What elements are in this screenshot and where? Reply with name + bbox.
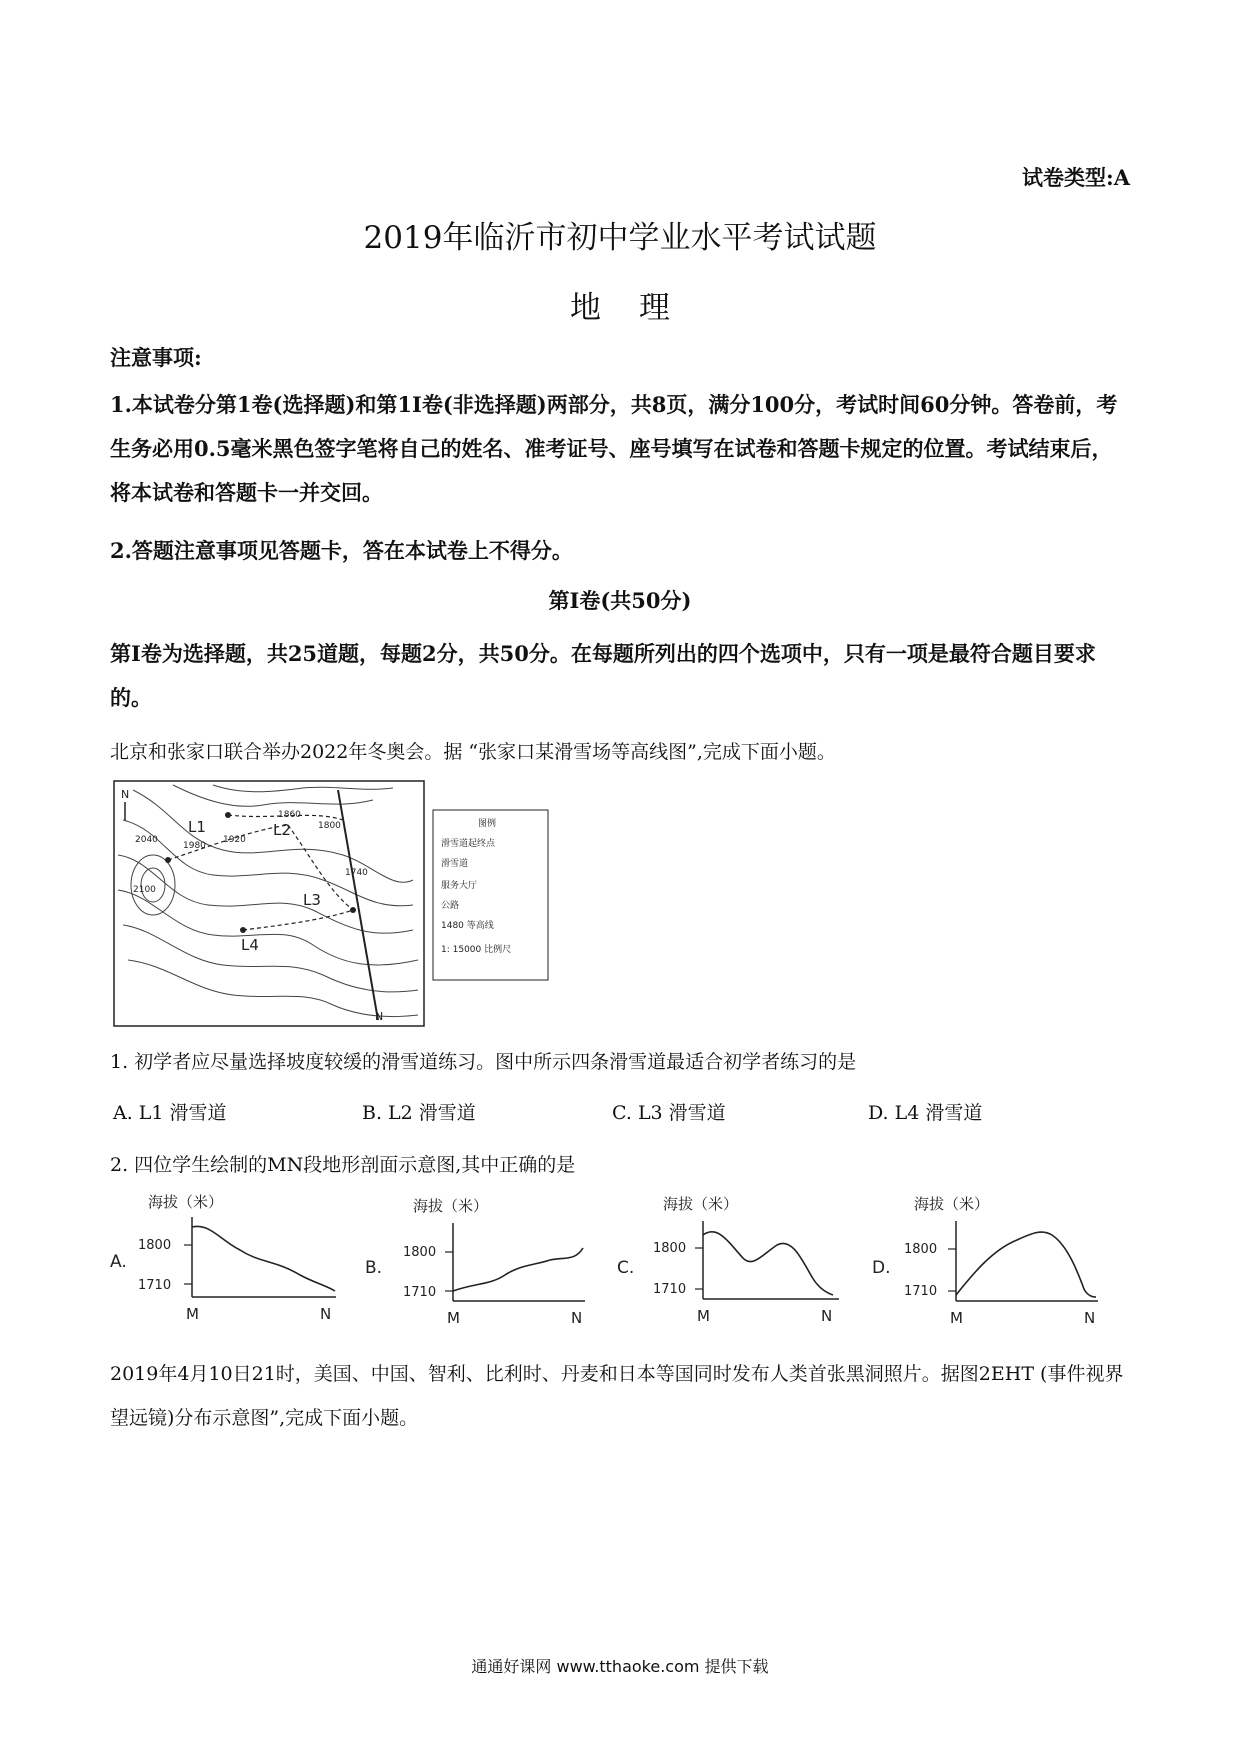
notes-heading: 注意事项:: [110, 345, 202, 370]
profile-x-start: M: [697, 1307, 710, 1325]
profile-option-c[interactable]: [617, 1185, 847, 1335]
profile-option-a[interactable]: [110, 1185, 340, 1335]
q1-option-b[interactable]: B. L2 滑雪道: [362, 1102, 476, 1124]
map-label-l1: L1: [188, 818, 206, 836]
notes-item-2: 2.答题注意事项见答题卡，答在本试卷上不得分。: [110, 538, 573, 563]
contour-label: 1980: [183, 841, 206, 851]
profile-x-start: M: [186, 1305, 199, 1323]
profile-ytick: 1710: [403, 1285, 437, 1300]
profile-axis-title: 海拔（米）: [663, 1195, 739, 1213]
legend-item: 服务大厅: [441, 881, 478, 891]
profile-x-end: N: [320, 1305, 332, 1323]
profile-ytick: 1800: [904, 1242, 938, 1257]
profile-ytick: 1710: [138, 1278, 172, 1293]
profile-option-b[interactable]: [365, 1185, 595, 1335]
map-label-l3: L3: [303, 891, 321, 909]
map-label-n-arrow: N: [121, 788, 130, 801]
footer-watermark: 通通好课网 www.tthaoke.com 提供下载: [471, 1657, 769, 1676]
legend-item: 1: 15000 比例尺: [441, 945, 512, 955]
profile-ytick: 1800: [653, 1241, 687, 1256]
contour-map: [113, 780, 568, 1028]
profile-x-end: N: [821, 1307, 833, 1325]
passage-black-hole: 2019年4月10日21时，美国、中国、智利、比利时、丹麦和日本等国同时发布人类首张黑洞照片。据图2EHT (事件视界望远镜)分布示意图”,完成下面小题。: [110, 1363, 1124, 1429]
profile-ytick: 1710: [653, 1282, 687, 1297]
legend-item: 公路: [441, 901, 460, 911]
profile-axis-title: 海拔（米）: [148, 1193, 224, 1211]
q1-option-d[interactable]: D. L4 滑雪道: [868, 1102, 983, 1124]
profile-letter: D.: [872, 1258, 891, 1278]
profile-x-start: M: [950, 1309, 963, 1327]
subject-title: 地理: [570, 290, 708, 326]
question-1-stem: 1. 初学者应尽量选择坡度较缓的滑雪道练习。图中所示四条滑雪道最适合初学者练习的是: [110, 1051, 857, 1073]
profile-ytick: 1710: [904, 1284, 938, 1299]
map-label-n: N: [375, 1010, 384, 1023]
contour-label: 1860: [278, 810, 301, 820]
section-intro: 第I卷为选择题，共25道题，每题2分，共50分。在每题所列出的四个选项中，只有一项是最符合题目要求的。: [110, 641, 1096, 710]
profile-letter: B.: [365, 1258, 383, 1278]
profile-letter: C.: [617, 1258, 635, 1278]
legend-item: 滑雪道: [441, 859, 469, 869]
contour-label: 1740: [345, 868, 368, 878]
profile-ytick: 1800: [403, 1245, 437, 1260]
q1-option-a[interactable]: A. L1 滑雪道: [113, 1102, 227, 1124]
profile-x-end: N: [571, 1309, 583, 1327]
question-2-stem: 2. 四位学生绘制的MN段地形剖面示意图,其中正确的是: [110, 1154, 576, 1176]
profile-axis-title: 海拔（米）: [914, 1195, 990, 1213]
map-label-l4: L4: [241, 936, 259, 954]
contour-label: 1920: [223, 835, 246, 845]
map-label-l2: L2: [273, 821, 291, 839]
contour-label: 2040: [135, 835, 158, 845]
contour-label: 1800: [318, 821, 341, 831]
profile-ytick: 1800: [138, 1238, 172, 1253]
q1-option-c[interactable]: C. L3 滑雪道: [612, 1102, 726, 1124]
profile-x-start: M: [447, 1309, 460, 1327]
contour-label: 2100: [133, 885, 156, 895]
profile-letter: A.: [110, 1252, 127, 1272]
exam-title: 2019年临沂市初中学业水平考试试题: [363, 220, 877, 256]
profile-axis-title: 海拔（米）: [413, 1197, 489, 1215]
legend-item: 1480 等高线: [441, 921, 494, 931]
section-title: 第I卷(共50分): [548, 588, 692, 613]
profile-option-d[interactable]: [872, 1185, 1102, 1335]
passage-ski: 北京和张家口联合举办2022年冬奥会。据 “张家口某滑雪场等高线图”,完成下面小题。: [110, 741, 836, 763]
profile-x-end: N: [1084, 1309, 1096, 1327]
legend-title: 图例: [478, 819, 497, 829]
legend-item: 滑雪道起终点: [441, 839, 496, 849]
exam-type-label: 试卷类型:A: [1021, 165, 1130, 190]
notes-item-1: 1.本试卷分第1卷(选择题)和第1I卷(非选择题)两部分，共8页，满分100分，考试时间60分钟。答卷前，考生务必用0.5毫米黑色签字笔将自己的姓名、准考证号、座号填写在试卷和答题卡规定的位置。考试结束后，将本试卷和答题卡一并交回。: [110, 392, 1118, 505]
